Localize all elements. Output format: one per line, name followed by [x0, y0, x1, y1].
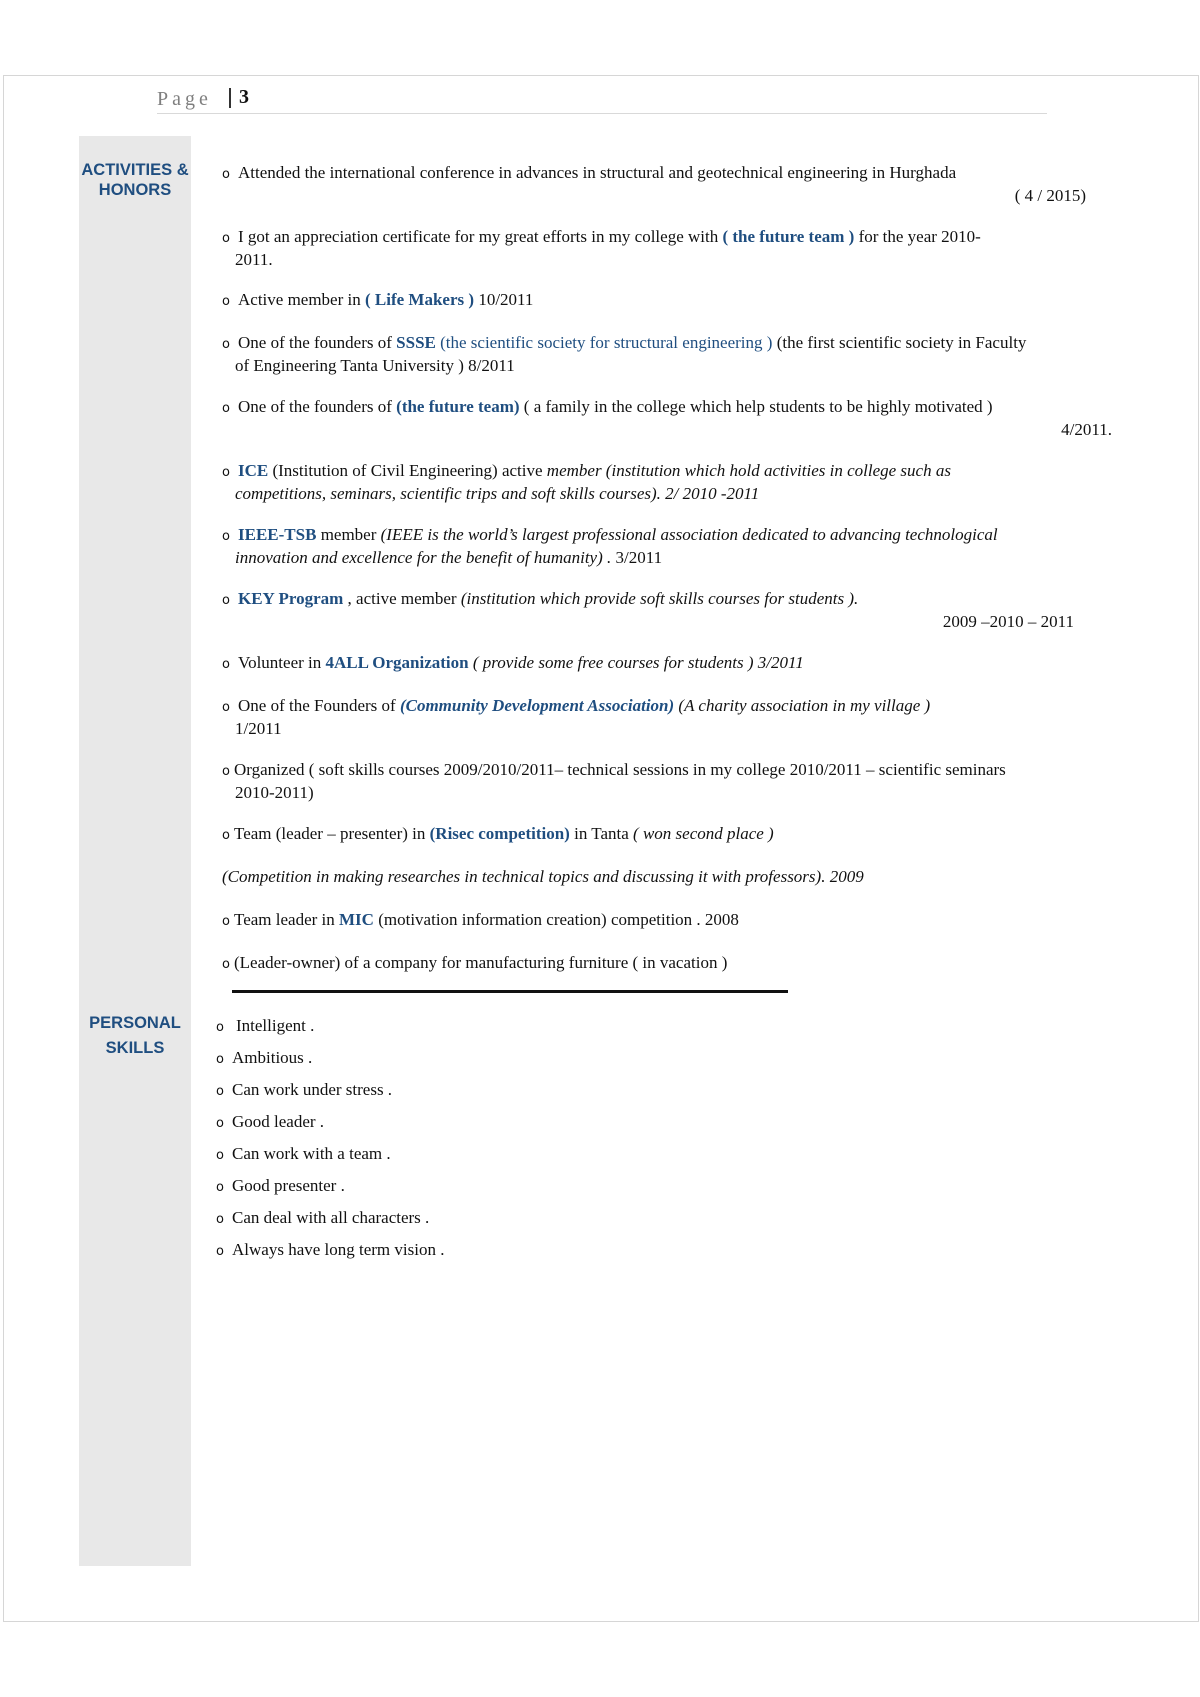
activities-section-label: ACTIVITIES & HONORS — [81, 161, 189, 199]
activity-item: o (Leader-owner) of a company for manufacturing furniture ( in vacation ) — [222, 953, 728, 972]
highlight-text: MIC — [339, 910, 374, 929]
page-label: Page — [157, 88, 212, 110]
skill-item: o Can work under stress . — [216, 1080, 393, 1099]
highlight-text: ( Life Makers ) — [365, 290, 475, 309]
activity-item: o Attended the international conference in advances in structural and geotechnical engineering in Hurghada ( 4 / 2015) — [222, 162, 1122, 206]
page-header — [157, 86, 1047, 114]
activity-date: 2009 –2010 – 2011 — [942, 612, 1074, 631]
skills-label-line2: SKILLS — [105, 1039, 165, 1057]
activity-date: 4/2011. — [1061, 420, 1112, 439]
activity-item: o KEY Program , active member (institution which provide soft skills courses for students ). 2009 –2010 – 2011 — [222, 588, 1122, 632]
skill-item: o Can deal with all characters . — [216, 1208, 430, 1227]
skill-item: o Good presenter . — [216, 1176, 345, 1195]
highlight-text: ( the future team ) — [722, 227, 855, 246]
highlight-text: 4ALL Organization — [325, 653, 469, 672]
highlight-text: IEEE-TSB — [238, 525, 317, 544]
sidebar — [79, 136, 191, 1566]
activity-item: o Active member in ( Life Makers ) 10/2011 — [222, 290, 534, 309]
highlight-text: (Community Development Association) — [399, 696, 675, 715]
page-number: 3 — [239, 86, 249, 108]
activity-item: o Team (leader – presenter) in (Risec competition) in Tanta ( won second place ) — [222, 824, 774, 843]
skill-item: o Good leader . — [216, 1112, 325, 1131]
skill-item: o Intelligent . — [216, 1016, 315, 1035]
highlight-text: (Risec competition) — [429, 824, 570, 843]
skill-item: o Always have long term vision . — [216, 1240, 445, 1259]
activity-item: o One of the Founders of (Community Development Association) (A charity association in my village ) 1/2011 — [222, 696, 931, 738]
activity-item: o IEEE-TSB member (IEEE is the world’s largest professional association dedicated to advancing technological innovation and excellence for the benefit of humanity) . 3/2011 — [222, 525, 998, 567]
activity-item: o Volunteer in 4ALL Organization ( provide some free courses for students ) 3/2011 — [222, 653, 804, 672]
section-divider — [232, 990, 788, 993]
skills-section-label — [70, 1011, 200, 1061]
highlight-text: SSSE — [396, 333, 436, 352]
activity-item: o One of the founders of SSSE (the scientific society for structural engineering ) (the first scientific society in Faculty of Engineering Tanta University ) 8/2011 — [222, 333, 1027, 375]
skills-label-line1: PERSONAL — [89, 1014, 181, 1032]
highlight-text: KEY Program — [238, 589, 344, 608]
skill-item: o Ambitious . — [216, 1048, 313, 1067]
skill-item: o Can work with a team . — [216, 1144, 391, 1163]
activity-item: o ICE (Institution of Civil Engineering) active member (institution which hold activities in college such as competitions, seminars, scientific trips and soft skills courses). 2/ 2010 -2011 — [222, 461, 951, 503]
activity-date: ( 4 / 2015) — [1014, 186, 1086, 205]
activity-item: o One of the founders of (the future team) ( a family in the college which help students to be highly motivated ) 4/2011. — [222, 396, 1122, 440]
page-separator — [229, 88, 231, 108]
activity-note: (Competition in making researches in technical topics and discussing it with professors). 2009 — [222, 867, 864, 886]
activity-item: o Organized ( soft skills courses 2009/2010/2011– technical sessions in my college 2010/2011 – scientific seminars 2010-2011) — [222, 760, 1006, 802]
highlight-text: ICE — [238, 461, 269, 480]
activity-item: o I got an appreciation certificate for my great efforts in my college with ( the future team ) for the year 2010- 2011. — [222, 227, 981, 269]
activity-item: o Team leader in MIC (motivation information creation) competition . 2008 — [222, 910, 739, 929]
highlight-text: (the future team) — [396, 397, 520, 416]
